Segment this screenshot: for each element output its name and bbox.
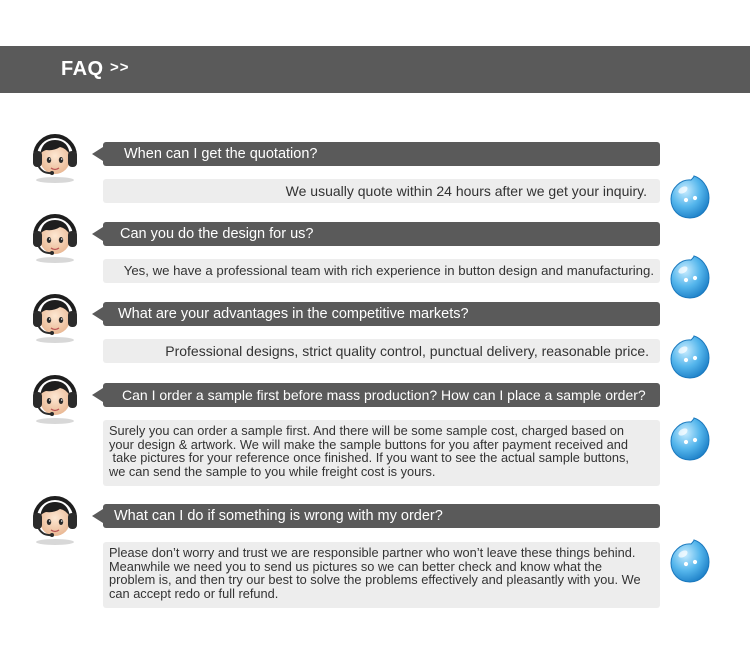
faq-header-bar — [0, 46, 750, 93]
water-drop-chat-icon — [669, 174, 711, 220]
answer-bubble: Professional designs, strict quality control, punctual delivery, reasonable price. — [103, 339, 660, 363]
answer-bubble — [103, 542, 660, 608]
answer-bubble: Yes, we have a professional team with rich experience in button design and manufacturing. — [103, 259, 660, 283]
answer-bubble: We usually quote within 24 hours after we get your inquiry. — [103, 179, 660, 203]
water-drop-chat-icon — [669, 416, 711, 462]
headset-agent-icon — [28, 370, 82, 424]
answer-line: take pictures for your reference once finished. If you want to see the actual sample buttons, — [109, 450, 629, 466]
faq-title: FAQ — [61, 58, 104, 80]
water-drop-chat-icon — [669, 538, 711, 584]
answer-line: Please don’t worry and trust we are responsible partner who won’t leave these things behind. — [109, 545, 636, 560]
question-bubble: When can I get the quotation? — [103, 142, 660, 166]
answer-line: Surely you can order a sample first. And there will be some sample cost, charged based on — [109, 423, 624, 438]
answer-line: Meanwhile we need you to send us pictures so we can better check and know what the — [109, 558, 602, 574]
question-bubble: Can you do the design for us? — [103, 222, 660, 246]
double-chevron-icon: >> — [110, 59, 130, 76]
water-drop-chat-icon — [669, 334, 711, 380]
question-bubble: What can I do if something is wrong with my order? — [103, 504, 660, 528]
question-bubble: What are your advantages in the competitive markets? — [103, 302, 660, 326]
headset-agent-icon — [28, 491, 82, 545]
answer-bubble — [103, 420, 660, 486]
headset-agent-icon — [28, 209, 82, 263]
answer-line: your design & artwork. We will make the sample buttons for you after payment received and — [109, 436, 628, 452]
water-drop-chat-icon — [669, 254, 711, 300]
answer-line: problem is, and then try our best to solve the problems effectively and pleasantly with you. We — [109, 572, 641, 588]
answer-line: can accept redo or full refund. — [109, 585, 279, 601]
answer-line: we can send the sample to you while freight cost is yours. — [109, 463, 436, 479]
headset-agent-icon — [28, 289, 82, 343]
question-bubble: Can I order a sample first before mass production? How can I place a sample order? — [103, 383, 660, 407]
headset-agent-icon — [28, 129, 82, 183]
